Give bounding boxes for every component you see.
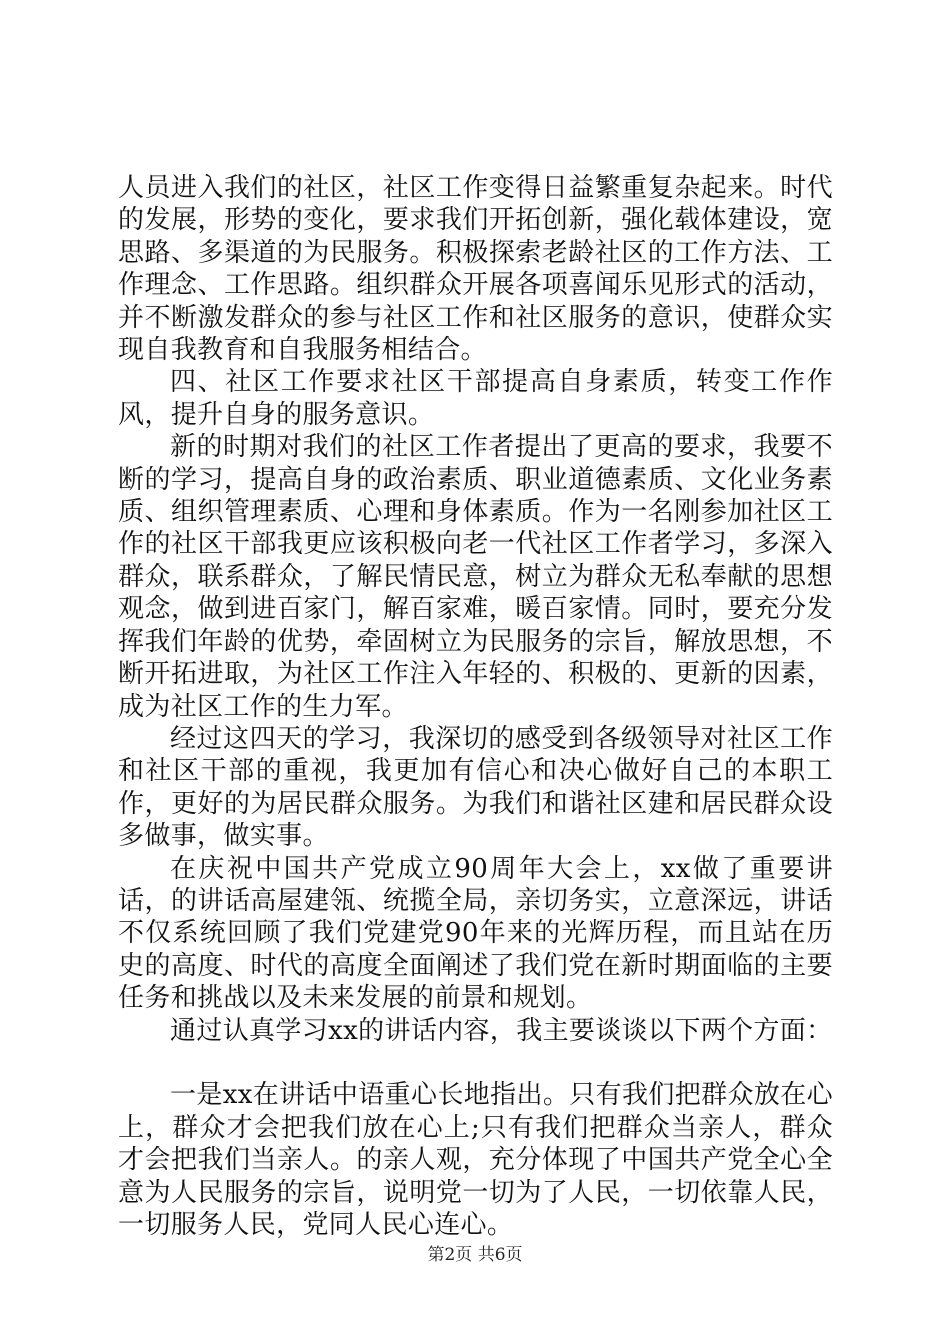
- paragraph-anniversary-speech: 在庆祝中国共产党成立90周年大会上，xx做了重要讲话，的讲话高屋建瓴、统揽全局，亲切务实，立意深远，讲话不仅系统回顾了我们党建党90年来的光辉历程，而且站在历史的高度、时代的高度全面阐述了我们党在新时期面临的主要任务和挑战以及未来发展的前景和规划。: [118, 853, 833, 1014]
- blank-line: [118, 1047, 833, 1079]
- paragraph-study-intro: 通过认真学习xx的讲话内容，我主要谈谈以下两个方面：: [170, 1015, 833, 1046]
- paragraph-continuation: 人员进入我们的社区，社区工作变得日益繁重复杂起来。时代的发展，形势的变化，要求我们开拓创新，强化载体建设，宽思路、多渠道的为民服务。积极探索老龄社区的工作方法、工作理念、工作思路。组织群众开展各项喜闻乐见形式的活动，并不断激发群众的参与社区工作和社区服务的意识，使群众实现自我教育和自我服务相结合。: [118, 173, 833, 366]
- paragraph-point-one: 一是xx在讲话中语重心长地指出。只有我们把群众放在心上，群众才会把我们放在心上;只有我们把群众当亲人，群众才会把我们当亲人。的亲人观，充分体现了中国共产党全心全意为人民服务的宗旨，说明党一切为了人民，一切依靠人民，一切服务人民，党同人民心连心。: [118, 1080, 833, 1240]
- paragraph-section-four-heading: 四、社区工作要求社区干部提高自身素质，转变工作作风，提升自身的服务意识。: [118, 367, 833, 430]
- paragraph-new-era-requirements: 新的时期对我们的社区工作者提出了更高的要求，我要不断的学习，提高自身的政治素质、职业道德素质、文化业务素质、组织管理素质、心理和身体素质。作为一名刚参加社区工作的社区干部我更应该积极向老一代社区工作者学习，多深入群众，联系群众，了解民情民意，树立为群众无私奉献的思想观念，做到进百家门，解百家难，暖百家情。同时，要充分发挥我们年龄的优势，牵固树立为民服务的宗旨，解放思想，不断开拓进取，为社区工作注入年轻的、积极的、更新的因素，成为社区工作的生力军。: [118, 432, 833, 722]
- document-body: [118, 172, 833, 1241]
- paragraph-study-reflection: 经过这四天的学习，我深切的感受到各级领导对社区工作和社区干部的重视，我更加有信心和决心做好自己的本职工作，更好的为居民群众服务。为我们和谐社区建和居民群众设多做事，做实事。: [118, 723, 833, 852]
- page-footer: 第2页 共6页: [427, 1245, 523, 1265]
